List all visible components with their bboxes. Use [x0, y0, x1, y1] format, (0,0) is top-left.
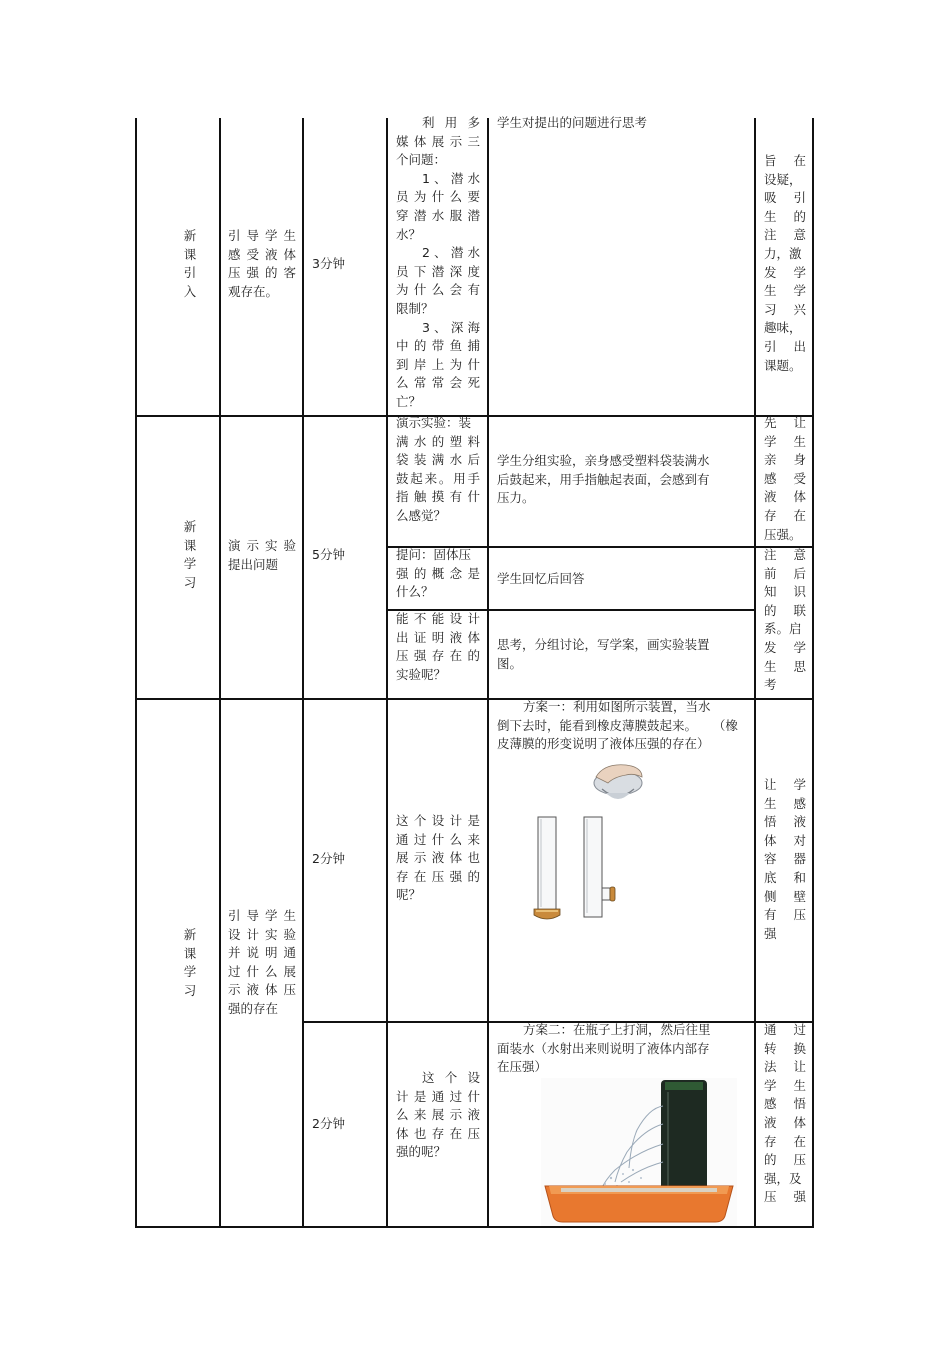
col-line-5 — [754, 118, 756, 1228]
teacher-activity-question: 提问：固体压 强的概念是 什么？ — [396, 547, 480, 600]
teacher-activity-design: 能不能设计 出证明液体 压强存在的 实验呢？ — [396, 611, 480, 682]
teacher-activity-plan-1: 这个设计是 通过什么来 展示液体也 存在压强的 呢？ — [396, 813, 480, 903]
student-activity-intro: 学生对提出的问题进行思考 — [497, 115, 648, 130]
time-learn-1: 5分钟 — [312, 547, 345, 562]
time-plan-1: 2分钟 — [312, 851, 345, 866]
design-intent-question: 注意 前后 知识 的联 系。启 发学 生思 考 — [764, 547, 806, 693]
student-activity-design: 思考，分组讨论，写学案，画实验装置 图。 — [497, 637, 710, 671]
student-activity-plan-2: 方案二：在瓶子上打洞，然后往里 面装水（水射出来则说明了液体内部存 在压强） — [497, 1022, 711, 1075]
left-glass-tube-icon — [534, 817, 560, 919]
table-border-bottom — [135, 1226, 814, 1228]
design-intent-demo: 先让 学生 亲身 感受 液体 存在 压强。 — [764, 415, 806, 542]
teacher-activity-demo: 演示实验：装 满水的塑料 袋装满水后 鼓起来。用手 指触摸有什 么感觉？ — [396, 415, 480, 523]
design-intent-intro: 旨在 设疑， 吸引 生的 注意 力，激 发学 生学 习兴 趣味， 引出 课题。 — [764, 153, 806, 373]
intent-intro: 引导学生 感受液体 压强的客 观存在。 — [228, 228, 296, 299]
intent-learn-1: 演示实验 提出问题 — [228, 538, 296, 572]
bottle-icon — [661, 1080, 707, 1192]
table-border-left — [135, 118, 137, 1228]
col-line-1 — [219, 118, 221, 1228]
design-intent-plan-1: 让学 生感 悟液 体对 容器 底和 侧壁 有压 强 — [764, 777, 806, 941]
student-activity-plan-1: 方案一：利用如图所示装置，当水 倒下去时，能看到橡皮薄膜鼓起来。 （橡 皮薄膜的形变说明了液体压强的存在） — [497, 699, 738, 752]
col-line-3 — [386, 118, 388, 1228]
stage-label-intro: 新课引入 — [183, 228, 197, 299]
teacher-activity-plan-2: 这个设 计是通过什 么来展示液 体也存在压 强的呢？ — [396, 1070, 480, 1160]
time-intro: 3分钟 — [312, 256, 345, 271]
teacher-activity-intro: 利用多 媒体展示三 个问题： 1、潜水 员为什么要 穿潜水服潜 水？ 2、潜水 员下潜深度 为什么会有 限制？ 3、深海 中的带鱼捕 到岸上为什 么常常会死 亡？ — [396, 115, 480, 409]
bottle-water-jet-illustration — [541, 1078, 737, 1226]
student-activity-question: 学生回忆后回答 — [497, 571, 585, 586]
orange-tray-icon — [545, 1186, 733, 1222]
student-activity-demo: 学生分组实验，亲身感受塑料袋装满水 后鼓起来，用手指触起表面，会感到有 压力。 — [497, 453, 710, 506]
time-plan-2: 2分钟 — [312, 1116, 345, 1131]
design-intent-plan-2: 通过 转换 法让 学生 感悟 液体 存在 的压 强，及 压强 — [764, 1022, 806, 1205]
hand-pouring-icon — [594, 765, 642, 799]
table-border-right — [812, 118, 814, 1228]
intent-learn-2: 引导学生 设计实验 并说明通 过什么展 示液体压 强的存在 — [228, 908, 296, 1016]
col-line-4 — [487, 118, 489, 1228]
stage-label-learn-2: 新课学习 — [183, 927, 197, 998]
col-line-2 — [302, 118, 304, 1228]
stage-label-learn-1: 新课学习 — [183, 519, 197, 590]
right-glass-tube-icon — [584, 817, 615, 917]
rubber-membrane-tubes-illustration — [530, 755, 650, 930]
